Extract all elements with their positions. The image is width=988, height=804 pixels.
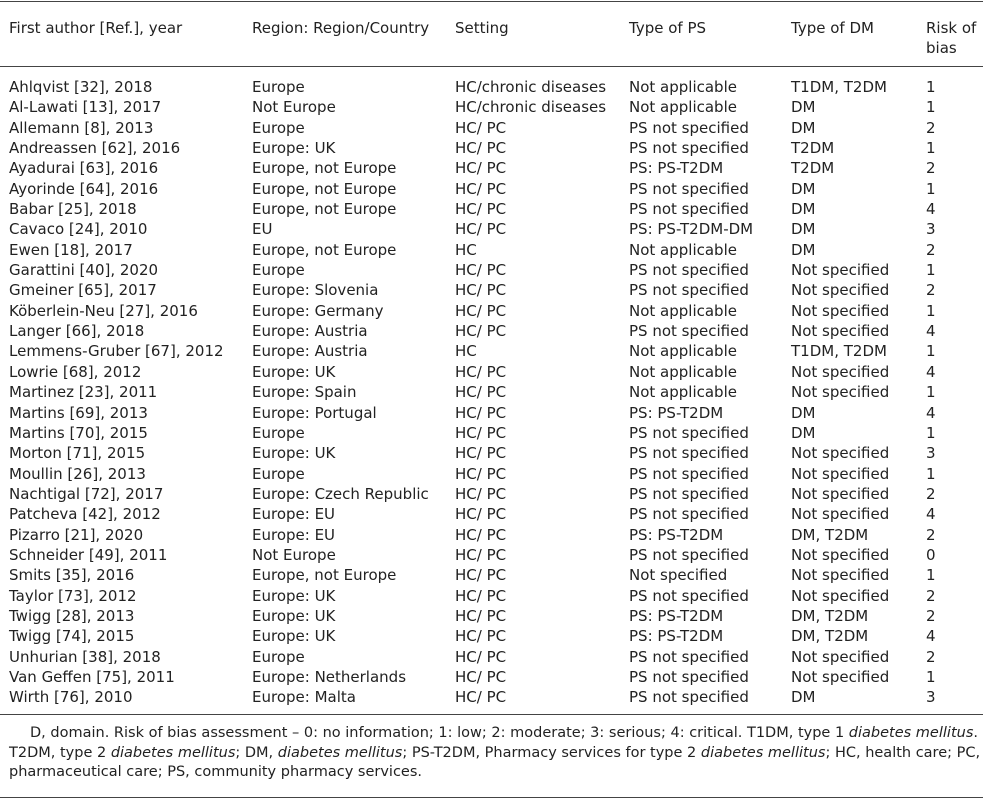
cell-type-of-ps: PS not specified [629, 118, 749, 137]
cell-type-of-ps: PS not specified [629, 179, 749, 198]
cell-region: Not Europe [252, 98, 336, 117]
cell-first-author: Ewen [18], 2017 [9, 240, 133, 259]
cell-region: Europe: Portugal [252, 403, 377, 422]
cell-setting: HC [455, 342, 477, 361]
cell-first-author: Martinez [23], 2011 [9, 383, 158, 402]
table-row [0, 77, 983, 97]
cell-type-of-dm: Not specified [791, 484, 890, 503]
table-bottom-rule [0, 797, 983, 798]
header-type-of-ps: Type of PS [629, 19, 707, 37]
cell-type-of-ps: PS: PS-T2DM [629, 159, 724, 178]
table-header-rule [0, 66, 983, 67]
cell-region: Europe [252, 261, 305, 280]
cell-setting: HC/ PC [455, 444, 507, 463]
cell-setting: HC/ PC [455, 627, 507, 646]
cell-type-of-ps: Not applicable [629, 98, 737, 117]
cell-region: Europe [252, 423, 305, 442]
cell-risk-of-bias: 1 [926, 566, 936, 585]
table-row [0, 362, 983, 382]
table-foot-rule [0, 714, 983, 715]
cell-type-of-dm: T2DM [791, 159, 835, 178]
header-first-author: First author [Ref.], year [9, 19, 183, 37]
cell-type-of-dm: Not specified [791, 545, 890, 564]
cell-risk-of-bias: 1 [926, 98, 936, 117]
footnote-text: ; PS-T2DM, Pharmacy services for type 2 [402, 744, 701, 761]
cell-risk-of-bias: 1 [926, 383, 936, 402]
cell-region: Europe: UK [252, 444, 336, 463]
cell-risk-of-bias: 1 [926, 667, 936, 686]
cell-region: Europe, not Europe [252, 159, 397, 178]
cell-type-of-dm: Not specified [791, 586, 890, 605]
cell-setting: HC/ PC [455, 118, 507, 137]
cell-type-of-dm: Not specified [791, 322, 890, 341]
cell-risk-of-bias: 2 [926, 159, 936, 178]
table-row [0, 626, 983, 646]
footnote-text: D, domain. Risk of bias assessment – 0: no information; 1: low; 2: moderate; 3: serious; 4: critical. T1DM, type 1 [30, 725, 849, 741]
cell-risk-of-bias: 1 [926, 423, 936, 442]
table-row [0, 484, 983, 504]
cell-first-author: Langer [66], 2018 [9, 322, 145, 341]
cell-risk-of-bias: 3 [926, 220, 936, 239]
cell-type-of-dm: Not specified [791, 362, 890, 381]
cell-type-of-dm: Not specified [791, 444, 890, 463]
footnote-italic: diabetes mellitus [848, 725, 974, 741]
footnote-italic: diabetes mellitus [277, 744, 403, 761]
cell-region: Europe [252, 464, 305, 483]
cell-region: Europe: Malta [252, 688, 356, 707]
cell-region: Europe: Netherlands [252, 667, 407, 686]
cell-region: Europe [252, 118, 305, 137]
cell-type-of-ps: PS not specified [629, 423, 749, 442]
cell-setting: HC/ PC [455, 586, 507, 605]
table-row [0, 138, 983, 158]
cell-setting: HC/ PC [455, 322, 507, 341]
cell-first-author: Ahlqvist [32], 2018 [9, 78, 153, 96]
cell-type-of-ps: PS not specified [629, 139, 749, 158]
footnote-text: ; DM, [235, 744, 278, 761]
cell-region: Europe: Slovenia [252, 281, 379, 300]
cell-type-of-dm: Not specified [791, 383, 890, 402]
cell-first-author: Pizarro [21], 2020 [9, 525, 144, 544]
cell-type-of-ps: PS: PS-T2DM [629, 606, 724, 625]
cell-region: Not Europe [252, 545, 336, 564]
cell-first-author: Cavaco [24], 2010 [9, 220, 148, 239]
cell-first-author: Unhurian [38], 2018 [9, 647, 161, 666]
cell-first-author: Smits [35], 2016 [9, 566, 135, 585]
cell-first-author: Lowrie [68], 2012 [9, 362, 142, 381]
cell-region: Europe: Spain [252, 383, 357, 402]
cell-risk-of-bias: 1 [926, 342, 936, 361]
table-row [0, 280, 983, 300]
cell-type-of-ps: PS not specified [629, 667, 749, 686]
cell-risk-of-bias: 2 [926, 586, 936, 605]
cell-risk-of-bias: 1 [926, 464, 936, 483]
cell-risk-of-bias: 2 [926, 281, 936, 300]
cell-type-of-dm: DM [791, 220, 816, 239]
cell-risk-of-bias: 4 [926, 362, 936, 381]
cell-setting: HC/ PC [455, 281, 507, 300]
cell-region: Europe, not Europe [252, 200, 397, 219]
cell-first-author: Andreassen [62], 2016 [9, 139, 181, 158]
cell-type-of-dm: DM [791, 98, 816, 117]
cell-type-of-dm: DM [791, 200, 816, 219]
cell-type-of-ps: PS not specified [629, 464, 749, 483]
header-region: Region: Region/Country [252, 19, 430, 37]
cell-setting: HC/ PC [455, 484, 507, 503]
table-row [0, 199, 983, 219]
cell-type-of-dm: DM, T2DM [791, 627, 869, 646]
cell-risk-of-bias: 2 [926, 647, 936, 666]
cell-region: Europe [252, 647, 305, 666]
cell-setting: HC/ PC [455, 403, 507, 422]
cell-type-of-dm: DM [791, 688, 816, 707]
cell-type-of-ps: Not applicable [629, 301, 737, 320]
table-row [0, 504, 983, 524]
cell-first-author: Ayorinde [64], 2016 [9, 179, 159, 198]
cell-setting: HC/ PC [455, 647, 507, 666]
cell-setting: HC/ PC [455, 423, 507, 442]
cell-setting: HC/ PC [455, 505, 507, 524]
cell-type-of-ps: Not applicable [629, 78, 737, 96]
cell-type-of-ps: PS not specified [629, 505, 749, 524]
cell-setting: HC/chronic diseases [455, 78, 607, 96]
table-row [0, 545, 983, 565]
footnote-italic: diabetes mellitus [110, 744, 236, 761]
cell-setting: HC/chronic diseases [455, 98, 607, 117]
cell-type-of-dm: Not specified [791, 281, 890, 300]
cell-first-author: Köberlein-Neu [27], 2016 [9, 301, 198, 320]
cell-type-of-ps: PS not specified [629, 200, 749, 219]
cell-first-author: Ayadurai [63], 2016 [9, 159, 159, 178]
cell-region: Europe [252, 78, 305, 96]
table-row [0, 687, 983, 707]
table-row [0, 179, 983, 199]
table-row [0, 565, 983, 585]
cell-region: EU [252, 220, 273, 239]
footnote-text: ; HC, health care; PC, pharmaceutical care; PS, community pharmacy services. [9, 744, 981, 780]
cell-region: Europe: EU [252, 505, 336, 524]
cell-first-author: Moullin [26], 2013 [9, 464, 146, 483]
table-row [0, 647, 983, 667]
table-top-rule [0, 1, 983, 2]
cell-type-of-dm: DM [791, 179, 816, 198]
cell-region: Europe: UK [252, 362, 336, 381]
cell-first-author: Babar [25], 2018 [9, 200, 137, 219]
cell-setting: HC/ PC [455, 383, 507, 402]
cell-type-of-ps: PS not specified [629, 647, 749, 666]
cell-type-of-dm: DM [791, 240, 816, 259]
cell-setting: HC/ PC [455, 179, 507, 198]
cell-risk-of-bias: 2 [926, 118, 936, 137]
cell-risk-of-bias: 2 [926, 484, 936, 503]
table-body [0, 77, 983, 708]
cell-type-of-ps: Not applicable [629, 383, 737, 402]
cell-first-author: Van Geffen [75], 2011 [9, 667, 175, 686]
cell-type-of-ps: PS not specified [629, 586, 749, 605]
cell-region: Europe: UK [252, 586, 336, 605]
cell-risk-of-bias: 4 [926, 200, 936, 219]
cell-first-author: Martins [69], 2013 [9, 403, 148, 422]
footnote-text: . T2DM, type 2 [9, 725, 978, 761]
cell-risk-of-bias: 1 [926, 301, 936, 320]
cell-type-of-ps: PS not specified [629, 484, 749, 503]
cell-type-of-dm: T2DM [791, 139, 835, 158]
header-type-of-dm: Type of DM [791, 19, 874, 37]
cell-type-of-dm: DM, T2DM [791, 525, 869, 544]
cell-type-of-ps: Not applicable [629, 342, 737, 361]
cell-first-author: Patcheva [42], 2012 [9, 505, 161, 524]
cell-region: Europe, not Europe [252, 179, 397, 198]
cell-first-author: Wirth [76], 2010 [9, 688, 133, 707]
cell-type-of-ps: PS: PS-T2DM [629, 403, 724, 422]
cell-risk-of-bias: 2 [926, 606, 936, 625]
cell-type-of-dm: DM [791, 118, 816, 137]
cell-type-of-dm: T1DM, T2DM [791, 342, 887, 361]
cell-setting: HC/ PC [455, 220, 507, 239]
table-row [0, 464, 983, 484]
cell-setting: HC/ PC [455, 688, 507, 707]
cell-setting: HC [455, 240, 477, 259]
cell-setting: HC/ PC [455, 464, 507, 483]
cell-risk-of-bias: 2 [926, 240, 936, 259]
cell-setting: HC/ PC [455, 566, 507, 585]
cell-type-of-ps: PS not specified [629, 281, 749, 300]
cell-risk-of-bias: 2 [926, 525, 936, 544]
cell-setting: HC/ PC [455, 159, 507, 178]
cell-first-author: Gmeiner [65], 2017 [9, 281, 157, 300]
cell-first-author: Martins [70], 2015 [9, 423, 148, 442]
cell-risk-of-bias: 1 [926, 261, 936, 280]
table-row [0, 219, 983, 239]
cell-first-author: Twigg [28], 2013 [9, 606, 135, 625]
cell-type-of-ps: PS not specified [629, 322, 749, 341]
cell-risk-of-bias: 4 [926, 403, 936, 422]
cell-region: Europe: Czech Republic [252, 484, 429, 503]
cell-first-author: Lemmens-Gruber [67], 2012 [9, 342, 224, 361]
table-footnote [9, 724, 981, 783]
cell-type-of-dm: DM [791, 423, 816, 442]
cell-type-of-dm: Not specified [791, 464, 890, 483]
cell-first-author: Taylor [73], 2012 [9, 586, 137, 605]
cell-first-author: Garattini [40], 2020 [9, 261, 159, 280]
cell-first-author: Schneider [49], 2011 [9, 545, 168, 564]
cell-risk-of-bias: 3 [926, 444, 936, 463]
table-row [0, 240, 983, 260]
header-risk-of-bias: Risk of bias [926, 19, 977, 57]
table-row [0, 118, 983, 138]
cell-risk-of-bias: 3 [926, 688, 936, 707]
cell-region: Europe: Austria [252, 322, 368, 341]
table-row [0, 301, 983, 321]
cell-region: Europe: EU [252, 525, 336, 544]
cell-type-of-ps: PS not specified [629, 545, 749, 564]
cell-risk-of-bias: 1 [926, 78, 936, 96]
cell-type-of-ps: Not applicable [629, 362, 737, 381]
cell-type-of-dm: Not specified [791, 505, 890, 524]
table-row [0, 586, 983, 606]
cell-region: Europe, not Europe [252, 566, 397, 585]
cell-region: Europe: Austria [252, 342, 368, 361]
cell-risk-of-bias: 4 [926, 505, 936, 524]
cell-setting: HC/ PC [455, 362, 507, 381]
cell-first-author: Allemann [8], 2013 [9, 118, 154, 137]
table-row [0, 341, 983, 361]
table-row [0, 97, 983, 117]
cell-first-author: Nachtigal [72], 2017 [9, 484, 164, 503]
cell-setting: HC/ PC [455, 261, 507, 280]
cell-first-author: Al-Lawati [13], 2017 [9, 98, 162, 117]
cell-first-author: Morton [71], 2015 [9, 444, 146, 463]
cell-region: Europe: UK [252, 139, 336, 158]
cell-type-of-dm: Not specified [791, 667, 890, 686]
cell-type-of-ps: PS: PS-T2DM [629, 525, 724, 544]
cell-type-of-ps: Not applicable [629, 240, 737, 259]
cell-type-of-dm: Not specified [791, 647, 890, 666]
cell-setting: HC/ PC [455, 525, 507, 544]
table-row [0, 667, 983, 687]
cell-type-of-ps: PS not specified [629, 444, 749, 463]
cell-type-of-ps: PS not specified [629, 261, 749, 280]
cell-type-of-dm: Not specified [791, 261, 890, 280]
footnote-italic: diabetes mellitus [700, 744, 826, 761]
cell-setting: HC/ PC [455, 139, 507, 158]
table-row [0, 423, 983, 443]
cell-setting: HC/ PC [455, 545, 507, 564]
table-row [0, 321, 983, 341]
cell-setting: HC/ PC [455, 301, 507, 320]
cell-type-of-dm: T1DM, T2DM [791, 78, 887, 96]
table-row [0, 403, 983, 423]
cell-region: Europe, not Europe [252, 240, 397, 259]
table-row [0, 260, 983, 280]
cell-type-of-ps: Not specified [629, 566, 728, 585]
table-row [0, 525, 983, 545]
table-row [0, 606, 983, 626]
cell-type-of-dm: Not specified [791, 566, 890, 585]
cell-region: Europe: UK [252, 606, 336, 625]
cell-type-of-ps: PS: PS-T2DM [629, 627, 724, 646]
cell-risk-of-bias: 1 [926, 139, 936, 158]
cell-risk-of-bias: 0 [926, 545, 936, 564]
cell-risk-of-bias: 4 [926, 627, 936, 646]
cell-risk-of-bias: 1 [926, 179, 936, 198]
cell-setting: HC/ PC [455, 667, 507, 686]
header-setting: Setting [455, 19, 509, 37]
cell-setting: HC/ PC [455, 200, 507, 219]
cell-risk-of-bias: 4 [926, 322, 936, 341]
cell-type-of-dm: Not specified [791, 301, 890, 320]
cell-type-of-dm: DM [791, 403, 816, 422]
cell-first-author: Twigg [74], 2015 [9, 627, 135, 646]
cell-region: Europe: Germany [252, 301, 384, 320]
table-row [0, 158, 983, 178]
cell-type-of-ps: PS: PS-T2DM-DM [629, 220, 754, 239]
table-row [0, 382, 983, 402]
table-row [0, 443, 983, 463]
cell-region: Europe: UK [252, 627, 336, 646]
cell-type-of-ps: PS not specified [629, 688, 749, 707]
cell-type-of-dm: DM, T2DM [791, 606, 869, 625]
cell-setting: HC/ PC [455, 606, 507, 625]
